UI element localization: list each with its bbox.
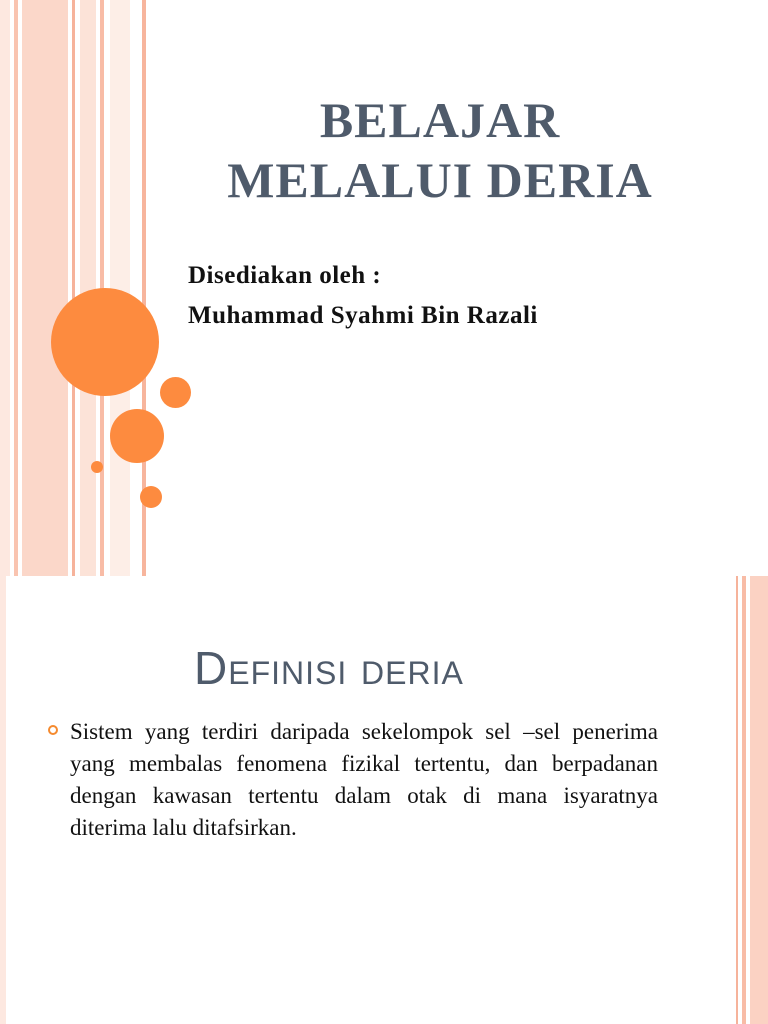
decorative-stripe bbox=[0, 0, 10, 576]
bullet-ring-icon bbox=[48, 725, 58, 735]
slide-heading: Definisi deria bbox=[194, 642, 464, 694]
decorative-stripe bbox=[0, 576, 6, 1024]
decorative-stripe bbox=[14, 0, 18, 576]
author-name: Muhammad Syahmi Bin Razali bbox=[188, 302, 538, 329]
decorative-stripe bbox=[22, 0, 68, 576]
decorative-circle bbox=[140, 486, 162, 508]
title-line-1: BELAJAR bbox=[319, 92, 561, 148]
decorative-circle-large bbox=[51, 288, 159, 396]
decorative-stripe bbox=[736, 576, 738, 1024]
title-line-2: MELALUI DERIA bbox=[227, 152, 653, 208]
bullet-item bbox=[44, 716, 658, 844]
decorative-stripe bbox=[80, 0, 96, 576]
bullet-text: Sistem yang terdiri daripada sekelompok sel –sel penerima yang membalas fenomena fizikal tertentu, dan berpadanan dengan kawasan tertentu dalam otak di mana isyaratnya diterima lalu ditafsirkan. bbox=[70, 719, 658, 840]
decorative-circle bbox=[91, 461, 103, 473]
decorative-circle bbox=[160, 377, 191, 408]
decorative-stripe bbox=[72, 0, 75, 576]
author-block bbox=[188, 256, 538, 336]
slide-definition bbox=[0, 576, 768, 1024]
decorative-stripe bbox=[750, 576, 768, 1024]
decorative-circle bbox=[110, 409, 164, 463]
slide-title-text bbox=[180, 90, 700, 210]
decorative-stripe bbox=[742, 576, 746, 1024]
prepared-by-label: Disediakan oleh : bbox=[188, 262, 382, 289]
